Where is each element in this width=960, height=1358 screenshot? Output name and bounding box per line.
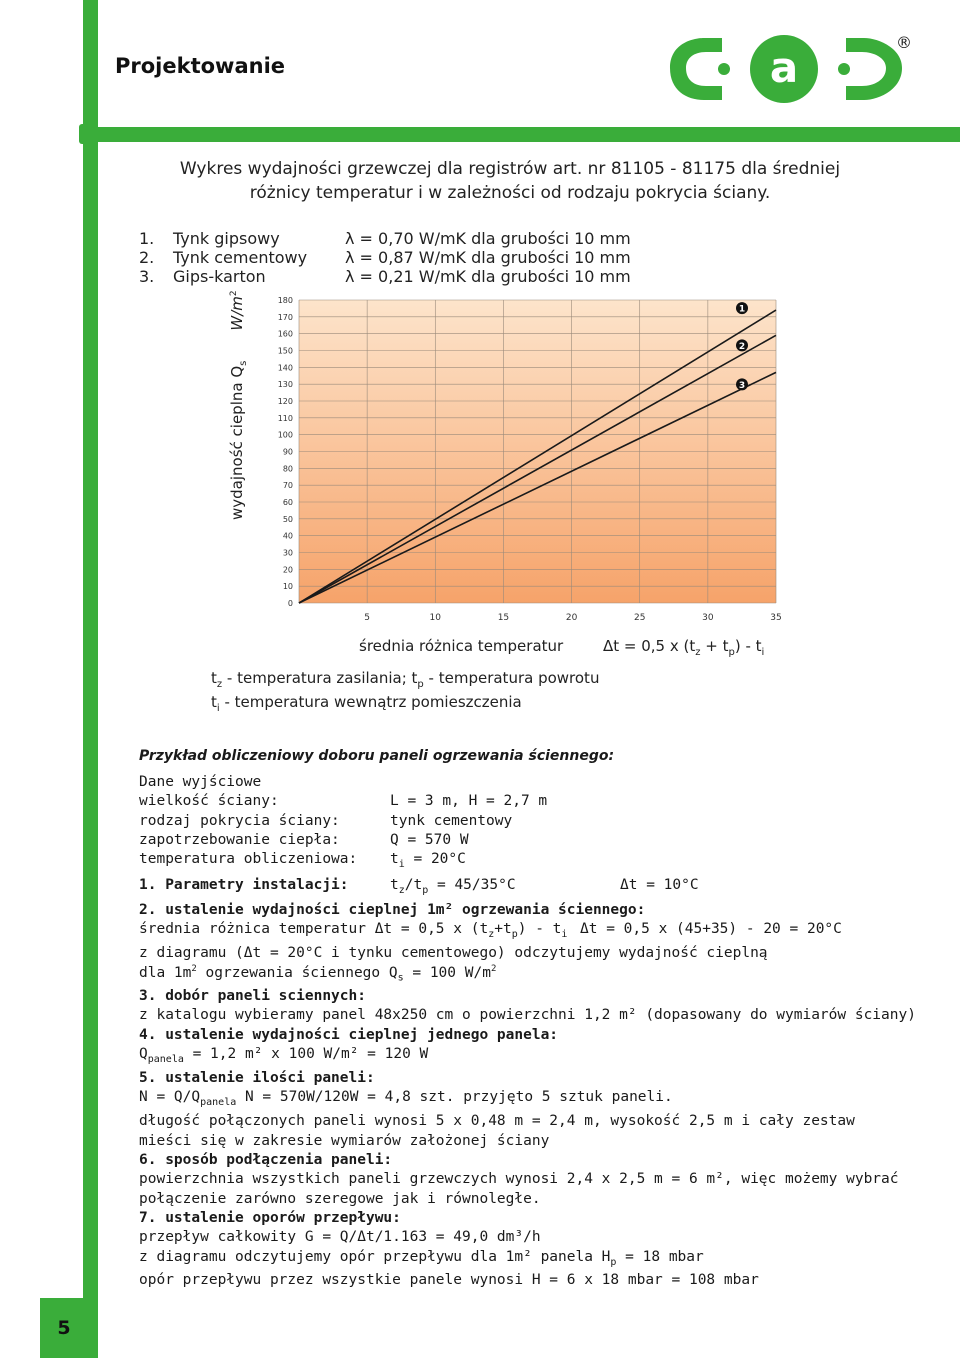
chart-y-tick-label: 30 bbox=[282, 548, 293, 558]
section-6-title: 6. sposób podłączenia paneli: bbox=[139, 1152, 393, 1168]
section-5-title: 5. ustalenie ilości paneli: bbox=[139, 1070, 375, 1086]
chart-y-tick-label: 50 bbox=[282, 514, 293, 524]
section-2-title: 2. ustalenie wydajności cieplnej 1m² ogrzewania ściennego: bbox=[139, 902, 646, 918]
material-1-num: 1. bbox=[139, 229, 155, 248]
example-row-label: zapotrzebowanie ciepła: bbox=[139, 832, 340, 848]
section-1-temps: $t_z/t_p = 45/35^\circ C$ bbox=[390, 877, 516, 896]
example-row-label: wielkość ściany: bbox=[139, 793, 279, 809]
material-3-lambda: λ = 0,21 W/mK dla grubości 10 mm bbox=[345, 267, 631, 286]
chart-y-tick-label: 140 bbox=[277, 363, 293, 373]
example-heading: Przykład obliczeniowy doboru paneli ogrzewania ściennego: bbox=[139, 748, 615, 764]
section-2-line-1: średnia różnica temperatur Δt = 0,5 x $(t_z+t_p) - t_i$ bbox=[139, 921, 568, 940]
example-row-label: rodzaj pokrycia ściany: bbox=[139, 813, 340, 829]
chart-x-tick-label: 5 bbox=[364, 613, 371, 623]
example-row-label: temperatura obliczeniowa: bbox=[139, 851, 358, 867]
chart-y-tick-label: 70 bbox=[282, 481, 293, 491]
section-5-line-1: $N = Q/Q_{panela}$ N = 570W/120W = 4,8 szt. przyjęto 5 sztuk paneli. bbox=[139, 1089, 673, 1108]
chart-y-tick-label: 40 bbox=[282, 531, 293, 541]
section-2-result: Δt = 0,5 x (45+35) - 20 = 20°C bbox=[580, 921, 842, 937]
chart-x-tick-label: 15 bbox=[497, 613, 510, 623]
section-7-line-2: z diagramu odczytujemy opór przepływu dla 1m² panela $H_p = 18$ mbar bbox=[139, 1249, 704, 1268]
chart-y-tick-label: 60 bbox=[282, 498, 293, 507]
example-row-value: tynk cementowy bbox=[390, 813, 513, 829]
example-dane: Dane wyjściowe bbox=[139, 774, 262, 790]
chart-x-axis-title: średnia różnica temperatur bbox=[359, 637, 564, 655]
left-green-bar bbox=[83, 0, 98, 1358]
page-number: 5 bbox=[40, 1298, 88, 1358]
chart-y-tick-label: 180 bbox=[277, 296, 293, 305]
section-3-title: 3. dobór paneli sciennych: bbox=[139, 988, 366, 1004]
chart-y-tick-label: 120 bbox=[277, 397, 293, 406]
section-5-line-3: mieści się w zakresie wymiarów założonej ściany bbox=[139, 1133, 550, 1149]
section-4-title: 4. ustalenie wydajności cieplnej jednego panela: bbox=[139, 1027, 559, 1043]
example-row-value: L = 3 m, H = 2,7 m bbox=[390, 793, 548, 809]
chart-series-label-1: 1 bbox=[738, 304, 746, 315]
chart-y-axis-title: wydajność cieplna $Q_sW/m^2$ bbox=[228, 290, 249, 520]
section-7-line-3: opór przepływu przez wszystkie panele wynosi H = 6 x 18 mbar = 108 mbar bbox=[139, 1272, 759, 1288]
example-row-value: $t_i = 20^\circ C$ bbox=[390, 851, 466, 870]
material-1-name: Tynk gipsowy bbox=[173, 229, 280, 248]
section-5-line-2: długość połączonych paneli wynosi 5 x 0,48 m = 2,4 m, wysokość 2,5 m i cały zestaw bbox=[139, 1113, 855, 1129]
chart-x-tick-label: 35 bbox=[770, 613, 782, 623]
chart-y-tick-label: 80 bbox=[282, 464, 293, 474]
legend-tz-tp: $t_z$ - temperatura zasilania; $t_p$ - temperatura powrotu bbox=[211, 669, 600, 690]
chart bbox=[250, 290, 810, 630]
legend-ti: $t_i$ - temperatura wewnątrz pomieszczenia bbox=[211, 693, 522, 714]
intro-line-2: różnicy temperatur i w zależności od rodzaju pokrycia ściany. bbox=[249, 183, 771, 203]
chart-y-tick-label: 90 bbox=[282, 447, 293, 457]
section-6-line-2: połączenie zarówno szeregowe jak i równoległe. bbox=[139, 1191, 541, 1207]
material-1-lambda: λ = 0,70 W/mK dla grubości 10 mm bbox=[345, 229, 631, 248]
material-3-name: Gips-karton bbox=[173, 267, 266, 286]
chart-x-tick-label: 25 bbox=[633, 613, 646, 623]
section-6-line-1: powierzchnia wszystkich paneli grzewczych wynosi 2,4 x 2,5 m = 6 m², więc możemy wybrać bbox=[139, 1171, 899, 1187]
delta-t-formula: Δt = 0,5 x $(t_z + t_p) - t_i$ bbox=[603, 637, 765, 658]
example-row-value: Q = 570 W bbox=[390, 832, 469, 848]
chart-x-tick-label: 20 bbox=[565, 613, 578, 623]
intro-line-1: Wykres wydajności grzewczej dla registrów art. nr 81105 - 81175 dla średniej bbox=[179, 159, 841, 179]
chart-series-label-2: 2 bbox=[738, 341, 746, 352]
chart-y-tick-label: 110 bbox=[277, 413, 293, 423]
chart-y-tick-label: 160 bbox=[277, 329, 293, 339]
material-3-num: 3. bbox=[139, 267, 155, 286]
svg-text:a: a bbox=[769, 43, 799, 92]
chart-y-tick-label: 150 bbox=[277, 346, 293, 356]
svg-text:®: ® bbox=[896, 33, 912, 52]
material-2-num: 2. bbox=[139, 248, 155, 267]
material-2-lambda: λ = 0,87 W/mK dla grubości 10 mm bbox=[345, 248, 631, 267]
chart-x-tick-label: 30 bbox=[702, 613, 714, 623]
chart-y-tick-label: 20 bbox=[282, 565, 293, 575]
material-2-name: Tynk cementowy bbox=[173, 248, 308, 267]
section-7-line-1: przepływ całkowity G = Q/Δt/1.163 = 49,0 dm³/h bbox=[139, 1229, 541, 1245]
chart-series-label-3: 3 bbox=[738, 380, 746, 391]
section-1-delta: Δt = 10°C bbox=[620, 877, 699, 893]
chart-y-tick-label: 10 bbox=[282, 582, 293, 592]
section-1-title: 1. Parametry instalacji: bbox=[139, 877, 349, 893]
page-title: Projektowanie bbox=[115, 54, 286, 78]
section-4-line: $Q_{panela} = 1,2$ m² x 100 W/m² = 120 W bbox=[139, 1046, 429, 1065]
chart-y-tick-label: 170 bbox=[277, 312, 293, 322]
chart-y-tick-label: 130 bbox=[277, 380, 293, 390]
section-2-line-3: dla $1m^2$ ogrzewania ściennego $Q_s = 100$ $W/m^2$ bbox=[139, 964, 497, 984]
section-3-line: z katalogu wybieramy panel 48x250 cm o powierzchni 1,2 m² (dopasowany do wymiarów ściany) bbox=[139, 1007, 916, 1023]
chart-y-tick-label: 0 bbox=[287, 599, 293, 608]
cal-logo-icon bbox=[664, 30, 914, 110]
header-green-bar bbox=[83, 127, 960, 142]
chart-x-tick-label: 10 bbox=[429, 613, 442, 623]
chart-y-tick-label: 100 bbox=[277, 430, 293, 440]
section-2-line-2: z diagramu (Δt = 20°C i tynku cementowego) odczytujemy wydajność cieplną bbox=[139, 945, 768, 961]
intro-text bbox=[110, 157, 910, 205]
section-7-title: 7. ustalenie oporów przepływu: bbox=[139, 1210, 401, 1226]
header-bar-corner bbox=[79, 124, 98, 144]
